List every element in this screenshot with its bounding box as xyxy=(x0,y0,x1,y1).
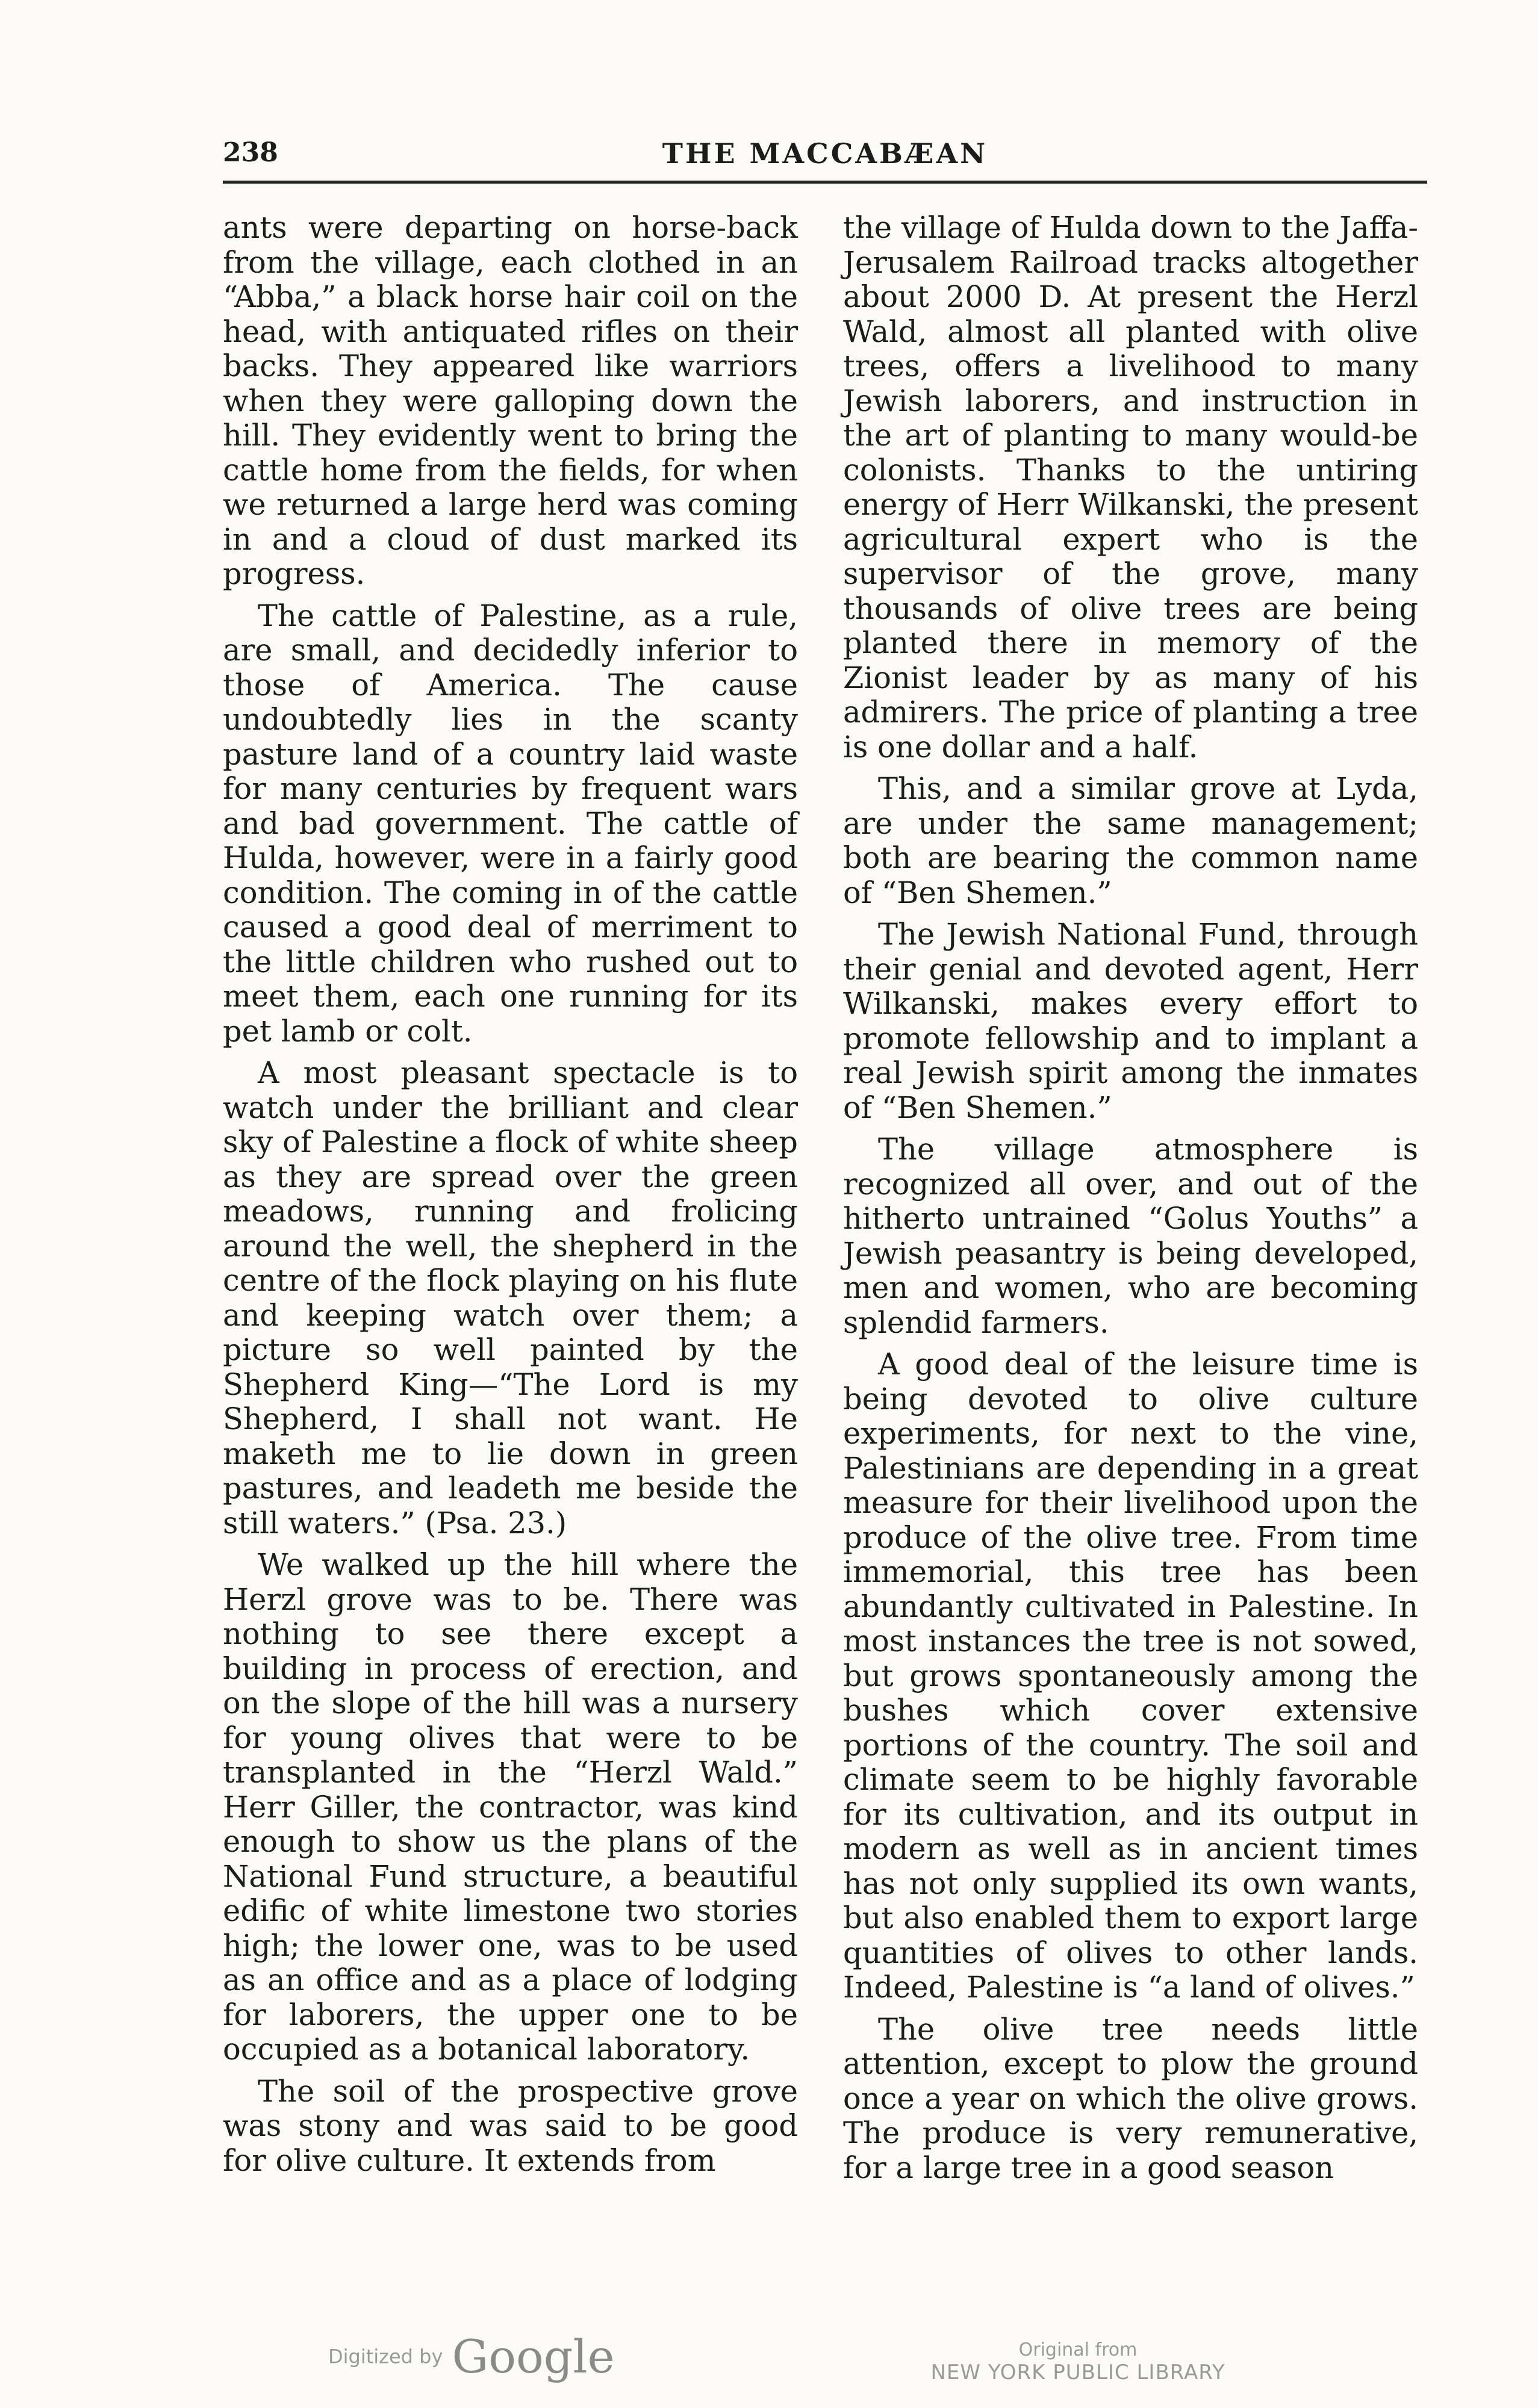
paragraph: the village of Hulda down to the Jaffa-Jerusalem Railroad tracks altogether about 2000 D. At present the Herzl Wald, almost all planted with olive trees, offers a livelihood to many Jewish laborers, and instruction in the art of planting to many would-be colonists. Thanks to the untiring energy of Herr Wilkanski, the present agricultural expert who is the supervisor of the grove, many thousands of olive trees are being planted there in memory of the Zionist leader by as many of his admirers. The price of planting a tree is one dollar and a half. xyxy=(843,210,1418,765)
header-rule xyxy=(223,181,1427,184)
paragraph: A good deal of the leisure time is being devoted to olive culture experiments, for next to the vine, Palestinians are depending in a great measure for their livelihood upon the produce of the olive tree. From time immemorial, this tree has been abundantly cultivated in Palestine. In most instances the tree is not sowed, but grows spontaneously among the bushes which cover extensive portions of the country. The soil and climate seem to be highly favorable for its cultivation, and its output in modern as well as in ancient times has not only supplied its own wants, but also enabled them to export large quantities of olives to other lands. Indeed, Palestine is “a land of olives.” xyxy=(843,1347,1418,2005)
source-library-watermark xyxy=(927,2339,1228,2385)
paragraph: The village atmosphere is recognized all over, and out of the hitherto untrained “Golus Youths” a Jewish peasantry is being developed, men and women, who are becoming splendid farmers. xyxy=(843,1132,1418,1340)
digitized-label: Digitized by xyxy=(328,2345,443,2368)
paragraph: A most pleasant spectacle is to watch under the brilliant and clear sky of Palestine a flock of white sheep as they are spread over the green meadows, running and frolicing around the well, the shepherd in the centre of the flock playing on his flute and keeping watch over them; a picture so well painted by the Shepherd King—“The Lord is my Shepherd, I shall not want. He maketh me to lie down in green pastures, and leadeth me beside the still waters.” (Psa. 23.) xyxy=(223,1055,798,1541)
paragraph: The Jewish National Fund, through their genial and devoted agent, Herr Wilkanski, makes every effort to promote fellowship and to implant a real Jewish spirit among the inmates of “Ben Shemen.” xyxy=(843,917,1418,1125)
paragraph: ants were departing on horse-back from the village, each clothed in an “Abba,” a black horse hair coil on the head, with antiquated rifles on their backs. They appeared like warriors when they were galloping down the hill. They evidently went to bring the cattle home from the fields, for when we returned a large herd was coming in and a cloud of dust marked its progress. xyxy=(223,210,798,591)
running-header xyxy=(223,137,1427,179)
paragraph: The soil of the prospective grove was stony and was said to be good for olive culture. It extends from xyxy=(223,2073,798,2178)
running-title: THE MACCABÆAN xyxy=(662,137,988,170)
paragraph: This, and a similar grove at Lyda, are under the same management; both are bearing the common name of “Ben Shemen.” xyxy=(843,771,1418,910)
library-name: NEW YORK PUBLIC LIBRARY xyxy=(930,2360,1225,2385)
paragraph: We walked up the hill where the Herzl grove was to be. There was nothing to see there except a building in process of erection, and on the slope of the hill was a nursery for young olives that were to be transplanted in the “Herzl Wald.” Herr Giller, the contractor, was kind enough to show us the plans of the National Fund structure, a beautiful edific of white limestone two stories high; the lower one, was to be used as an office and as a place of lodging for laborers, the upper one to be occupied as a botanical laboratory. xyxy=(223,1547,798,2067)
right-column xyxy=(843,211,1418,2192)
original-from-label: Original from xyxy=(1018,2339,1138,2360)
digitized-by-watermark xyxy=(328,2330,615,2383)
page-number: 238 xyxy=(223,137,278,168)
google-logo: Google xyxy=(452,2330,615,2383)
left-column xyxy=(223,211,798,2185)
paragraph: The olive tree needs little attention, except to plow the ground once a year on which the olive grows. The produce is very remunerative, for a large tree in a good season xyxy=(843,2011,1418,2185)
paragraph: The cattle of Palestine, as a rule, are small, and decidedly inferior to those of America. The cause undoubtedly lies in the scanty pasture land of a country laid waste for many centuries by frequent wars and bad government. The cattle of Hulda, however, were in a fairly good condition. The coming in of the cattle caused a good deal of merriment to the little children who rushed out to meet them, each one running for its pet lamb or colt. xyxy=(223,598,798,1049)
